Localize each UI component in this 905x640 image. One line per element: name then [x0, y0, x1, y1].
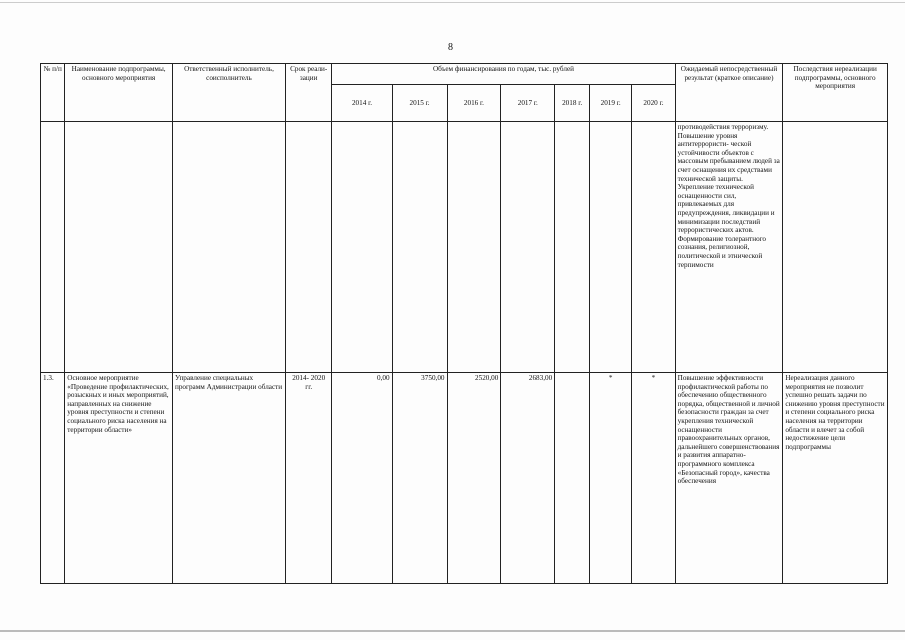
- cell-period: 2014- 2020 гг.: [285, 373, 331, 584]
- cell-period: [285, 122, 331, 373]
- cell-2018: [555, 122, 590, 373]
- header-name: Наименование подпрограммы, основного мероприятия: [65, 64, 173, 122]
- scan-edge-top: [0, 2, 905, 3]
- header-num: № п/п: [41, 64, 65, 122]
- cell-responsible: [172, 122, 285, 373]
- cell-2014: 0,00: [332, 373, 392, 584]
- cell-2016: 2520,00: [447, 373, 501, 584]
- header-year-2014: 2014 г.: [332, 85, 392, 122]
- header-responsible: Ответственный исполнитель, соисполнитель: [172, 64, 285, 122]
- cell-2016: [447, 122, 501, 373]
- header-year-2019: 2019 г.: [590, 85, 632, 122]
- cell-responsible: Управление специальных программ Администрации области: [172, 373, 285, 584]
- cell-2020: *: [632, 373, 675, 584]
- header-year-2020: 2020 г.: [632, 85, 675, 122]
- cell-2018: [555, 373, 590, 584]
- header-year-2016: 2016 г.: [447, 85, 501, 122]
- header-consequences: Последствия нереализации подпрограммы, основного мероприятия: [783, 64, 888, 122]
- cell-2019: [590, 122, 632, 373]
- cell-name: Основное мероприятие «Проведение профилактических, розыскных и иных мероприятий, направленных на снижение уровня преступности и степени социального риска населения на территории области»: [65, 373, 173, 584]
- header-result: Ожидаемый непосредственный результат (краткое описание): [675, 64, 783, 122]
- scan-edge-bottom: [0, 630, 905, 632]
- cell-2014: [332, 122, 392, 373]
- cell-name: [65, 122, 173, 373]
- cell-2017: 2683,00: [501, 373, 555, 584]
- header-year-2015: 2015 г.: [392, 85, 447, 122]
- cell-2017: [501, 122, 555, 373]
- table-row: [41, 122, 888, 373]
- cell-num: 1.3.: [41, 373, 65, 584]
- table-row: [41, 373, 888, 584]
- header-funding: Объем финансирования по годам, тыс. рублей: [332, 64, 675, 85]
- cell-consequences: [783, 122, 888, 373]
- header-year-2018: 2018 г.: [555, 85, 590, 122]
- cell-result: Повышение эффективности профилактической работы по обеспечению общественного порядка, общественной и личной безопасности граждан за счет укрепления технической оснащенности правоохранительных органов, дальнейшего совершенствования и развития аппаратно- программного комплекса «Безопасный город», качества обеспечения: [675, 373, 783, 584]
- cell-2015: [392, 122, 447, 373]
- header-year-2017: 2017 г.: [501, 85, 555, 122]
- cell-2019: *: [590, 373, 632, 584]
- cell-consequences: Нереализация данного мероприятия не позволит успешно решать задачи по снижению уровня преступности и степени социального риска населения на территории области и влечет за собой недостижение цели подпрограммы: [783, 373, 888, 584]
- cell-num: [41, 122, 65, 373]
- program-table: [40, 63, 888, 584]
- cell-result: противодействия терроризму. Повышение уровня антитеррористи- ческой устойчивости объектов с массовым пребыванием людей за счет оснащения их средствами технической защиты. Укрепление технической оснащенности сил, привлекаемых для предупреждения, ликвидации и минимизации последствий террористических актов. Формирование толерантного сознания, религиозной, политической и этнической терпимости: [675, 122, 783, 373]
- cell-2015: 3750,00: [392, 373, 447, 584]
- page-number: 8: [448, 42, 453, 53]
- header-period: Срок реали- зации: [285, 64, 331, 122]
- cell-2020: [632, 122, 675, 373]
